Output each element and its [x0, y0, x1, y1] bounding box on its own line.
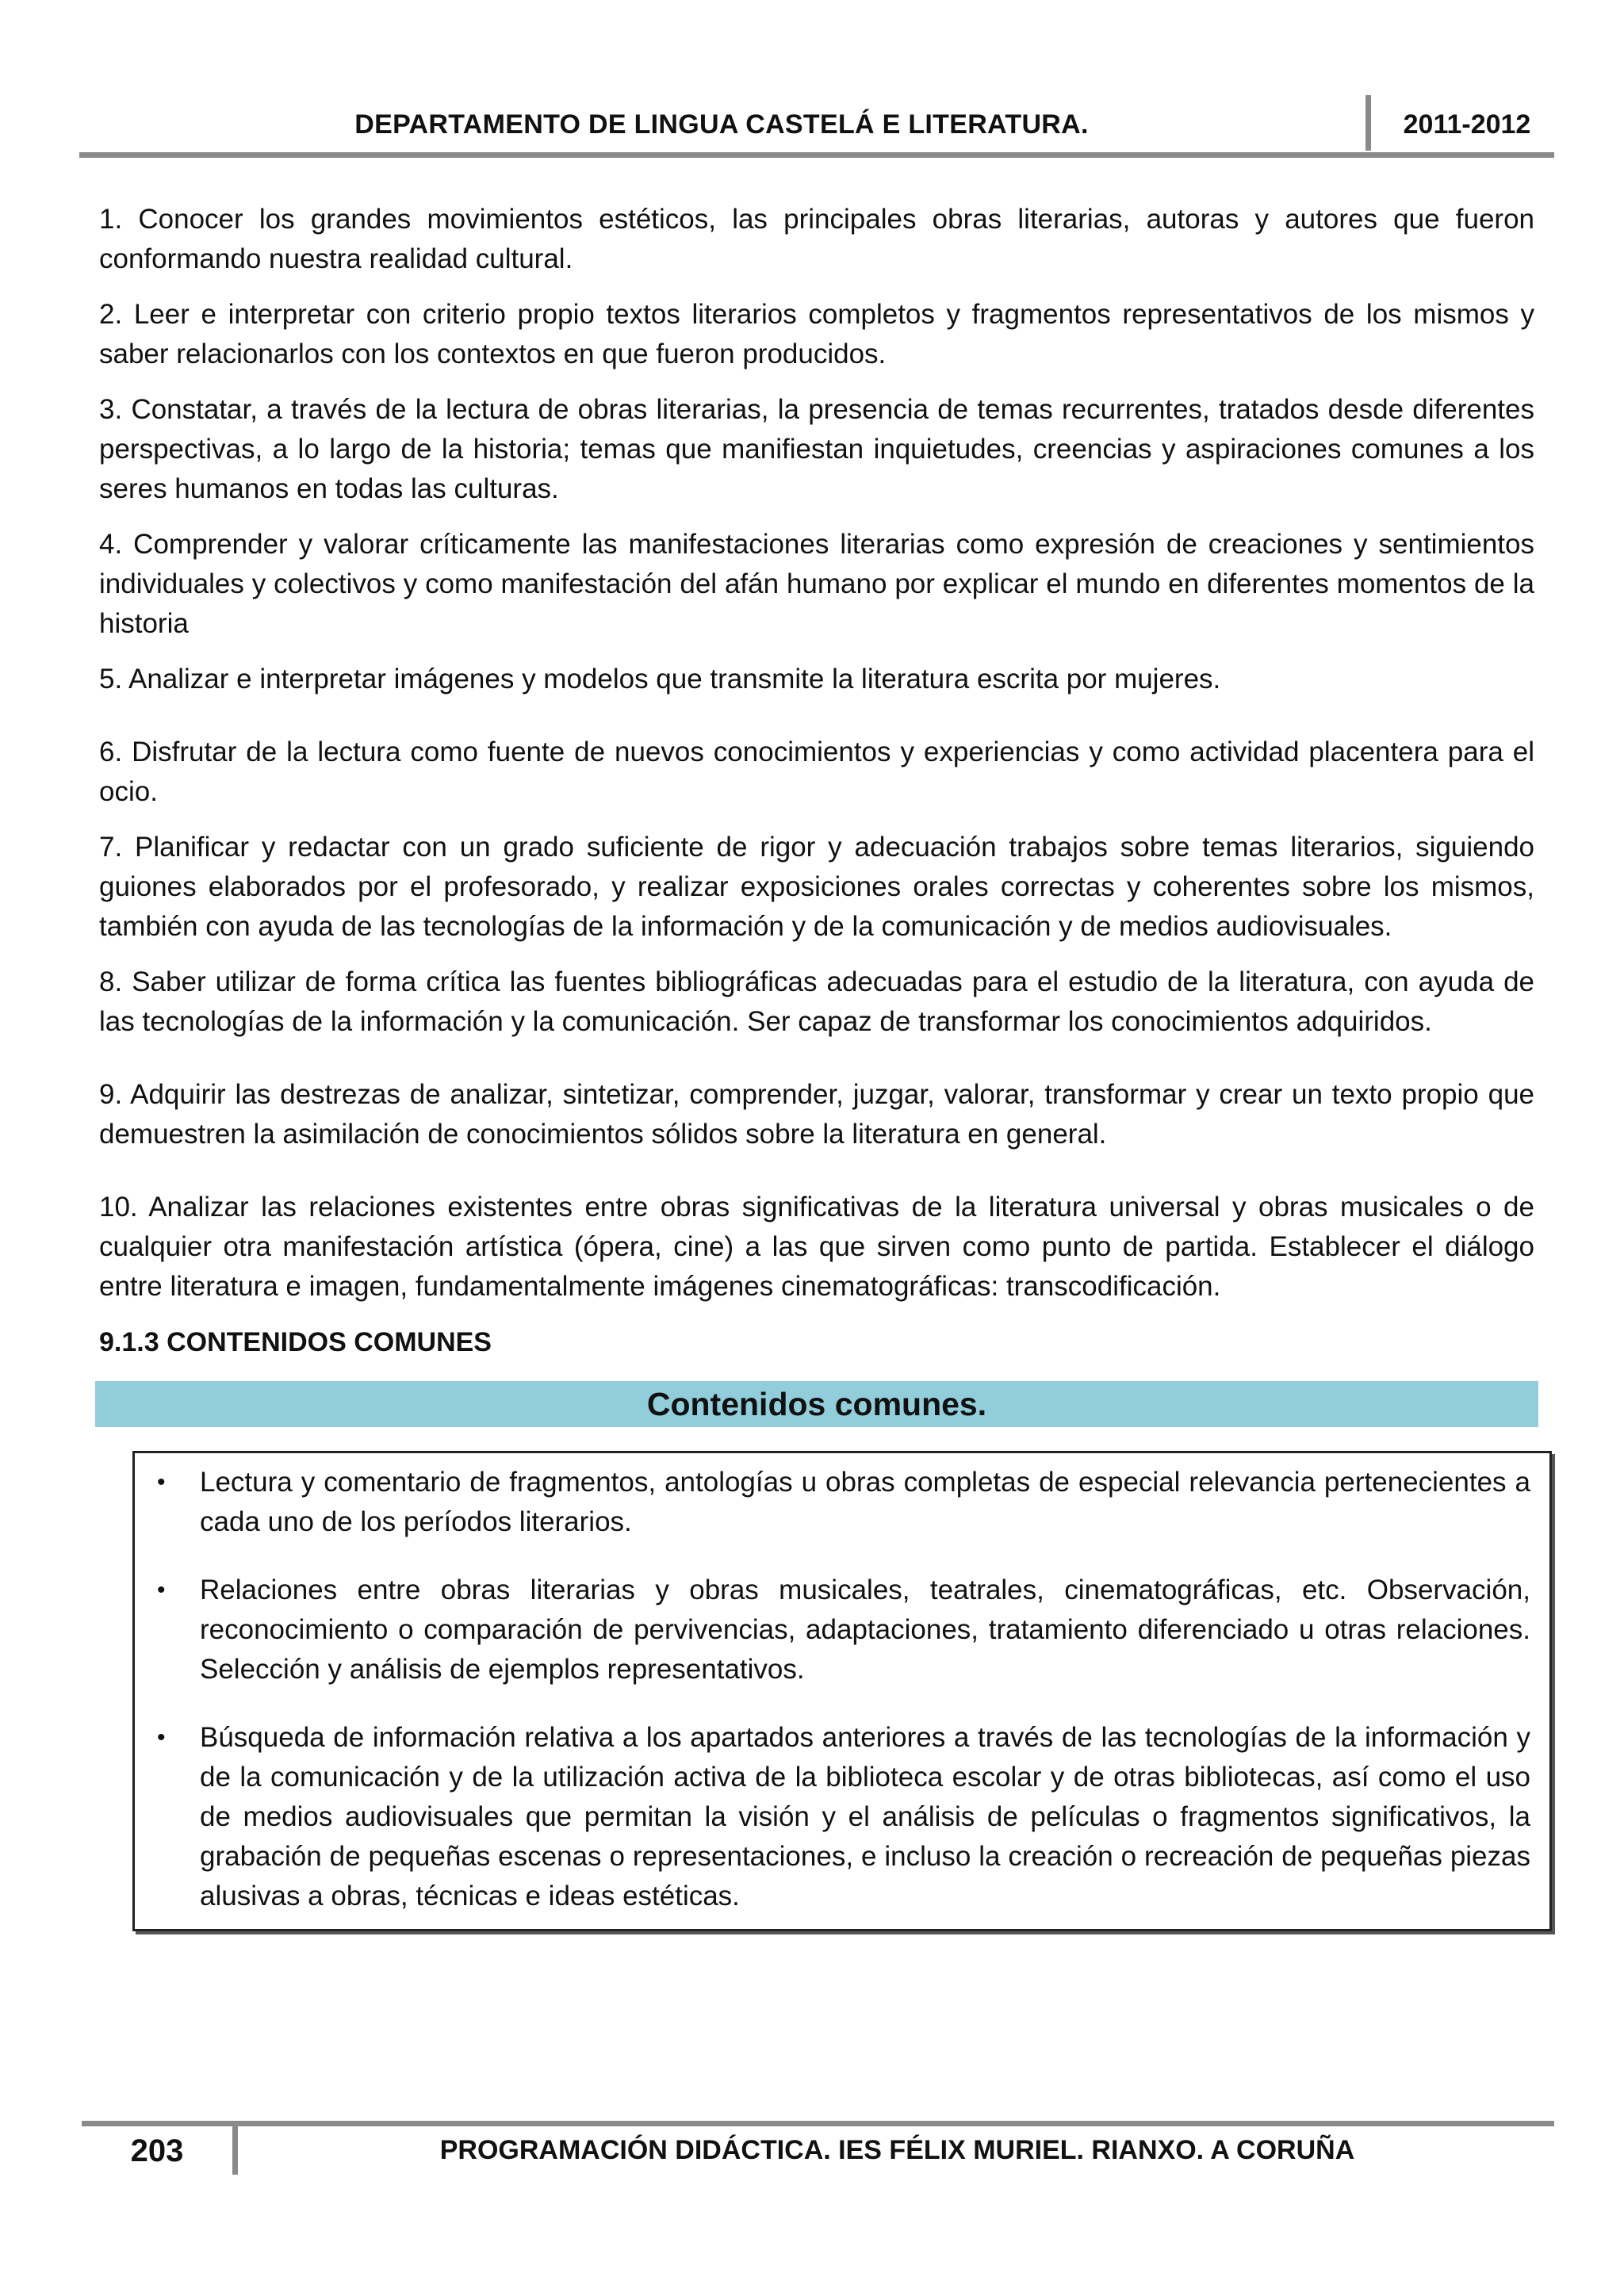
footer-separator — [232, 2121, 238, 2175]
page-footer — [82, 2121, 1554, 2184]
objective-7: 7. Planificar y redactar con un grado suficiente de rigor y adecuación trabajos sobre temas literarios, siguiendo guiones elaborados por el profesorado, y realizar exposiciones orales correctas y coherentes sobre los mismos, también con ayuda de las tecnologías de la información y de la comunicación y de medios audiovisuales. — [99, 832, 1534, 942]
contents-list — [151, 1463, 1530, 1916]
section-heading: 9.1.3 CONTENIDOS COMUNES — [99, 1327, 492, 1357]
content-item-text: Lectura y comentario de fragmentos, antologías u obras completas de especial relevancia pertenecientes a cada uno de los períodos literarios. — [200, 1467, 1530, 1537]
content-item-text: Relaciones entre obras literarias y obras musicales, teatrales, cinematográficas, etc. Observación, reconocimiento o comparación de pervivencias, adaptaciones, tratamiento diferenciado u otras relaciones. Selección y análisis de ejemplos representativos. — [200, 1575, 1530, 1685]
footer-text: PROGRAMACIÓN DIDÁCTICA. IES FÉLIX MURIEL. RIANXO. A CORUÑA — [439, 2135, 1355, 2165]
academic-year: 2011-2012 — [1403, 109, 1531, 140]
objective-3: 3. Constatar, a través de la lectura de obras literarias, la presencia de temas recurrentes, tratados desde diferentes perspectivas, a lo largo de la historia; temas que manifiestan inquietudes, creencias y aspiraciones comunes a los seres humanos en todas las culturas. — [99, 394, 1534, 504]
bullet-icon: • — [157, 1577, 166, 1603]
list-item — [151, 1718, 1530, 1916]
department-title: DEPARTAMENTO DE LINGUA CASTELÁ E LITERATURA. — [354, 109, 1089, 140]
contents-box — [132, 1451, 1552, 1931]
objective-9: 9. Adquirir las destrezas de analizar, sintetizar, comprender, juzgar, valorar, transformar y crear un texto propio que demuestren la asimilación de conocimientos sólidos sobre la literatura en general. — [99, 1079, 1534, 1150]
page-number: 203 — [130, 2133, 184, 2168]
list-item — [151, 1463, 1530, 1542]
objective-1: 1. Conocer los grandes movimientos estéticos, las principales obras literarias, autoras y autores que fueron conformando nuestra realidad cultural. — [99, 204, 1534, 274]
footer-rule — [82, 2121, 1554, 2126]
bullet-icon: • — [157, 1724, 166, 1751]
list-item — [151, 1571, 1530, 1689]
objective-10: 10. Analizar las relaciones existentes entre obras significativas de la literatura universal y obras musicales o de cualquier otra manifestación artística (ópera, cine) a las que sirven como punto de partida. Establecer el diálogo entre literatura e imagen, fundamentalmente imágenes cinematográficas: transcodificación. — [99, 1192, 1534, 1302]
contents-banner: Contenidos comunes. — [95, 1381, 1538, 1427]
header-separator — [1365, 95, 1371, 151]
objective-8: 8. Saber utilizar de forma crítica las fuentes bibliográficas adecuadas para el estudio de la literatura, con ayuda de las tecnologías de la información y la comunicación. Ser capaz de transformar los conocimientos adquiridos. — [99, 966, 1534, 1037]
header-rule — [79, 152, 1554, 158]
bullet-icon: • — [157, 1469, 166, 1495]
content-item-text: Búsqueda de información relativa a los apartados anteriores a través de las tecnologías de la información y de la comunicación y de la utilización activa de la biblioteca escolar y de otras bibliotecas, así como el uso de medios audiovisuales que permitan la visión y el análisis de películas o fragmentos significativos, la grabación de pequeñas escenas o representaciones, e incluso la creación o recreación de pequeñas piezas alusivas a obras, técnicas e ideas estéticas. — [200, 1722, 1530, 1911]
page-content — [99, 200, 1534, 1931]
objective-4: 4. Comprender y valorar críticamente las manifestaciones literarias como expresión de creaciones y sentimientos individuales y colectivos y como manifestación del afán humano por explicar el mundo en diferentes momentos de la historia — [99, 529, 1534, 639]
objective-2: 2. Leer e interpretar con criterio propio textos literarios completos y fragmentos representativos de los mismos y saber relacionarlos con los contextos en que fueron producidos. — [99, 299, 1534, 369]
page-header — [79, 95, 1554, 160]
objective-6: 6. Disfrutar de la lectura como fuente de nuevos conocimientos y experiencias y como actividad placentera para el ocio. — [99, 737, 1534, 807]
objective-5: 5. Analizar e interpretar imágenes y modelos que transmite la literatura escrita por mujeres. — [99, 664, 1221, 695]
